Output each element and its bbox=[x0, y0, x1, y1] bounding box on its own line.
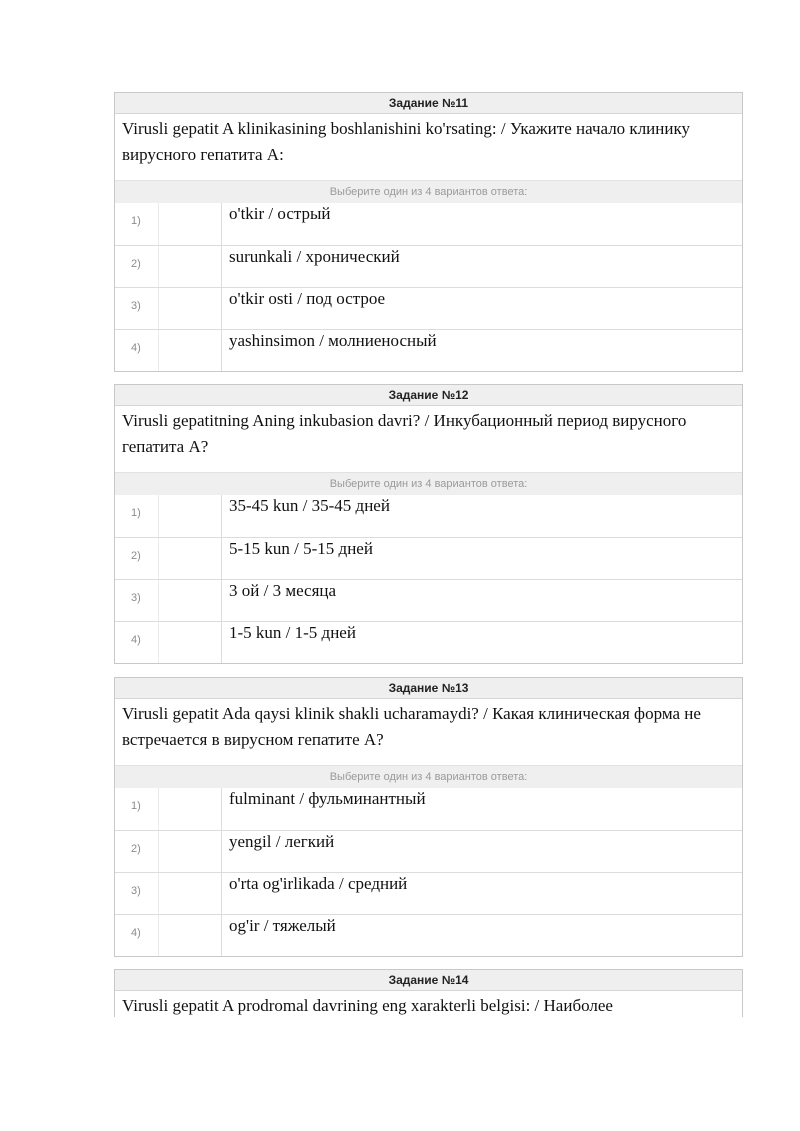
answer-option[interactable] bbox=[115, 788, 742, 830]
answer-option[interactable] bbox=[115, 872, 742, 914]
answer-text: 3 ой / 3 месяца bbox=[229, 581, 337, 600]
answer-text: og'ir / тяжелый bbox=[229, 916, 336, 935]
answer-marker[interactable] bbox=[158, 915, 222, 956]
answer-hint: Выберите один из 4 вариантов ответа: bbox=[115, 180, 742, 203]
question-text: Virusli gepatit A prodromal davrining eng xarakterli belgisi: / Наиболее bbox=[122, 996, 613, 1015]
answer-option[interactable] bbox=[115, 287, 742, 329]
answer-marker[interactable] bbox=[158, 788, 222, 830]
task-block bbox=[114, 969, 743, 1017]
answer-text: surunkali / хронический bbox=[229, 247, 400, 266]
task-header: Задание №14 bbox=[115, 970, 742, 991]
answer-marker[interactable] bbox=[158, 873, 222, 914]
answer-option[interactable] bbox=[115, 495, 742, 537]
answer-marker[interactable] bbox=[158, 288, 222, 329]
answer-marker[interactable] bbox=[158, 203, 222, 245]
answer-text: 5-15 kun / 5-15 дней bbox=[229, 539, 373, 558]
answer-text: yengil / легкий bbox=[229, 832, 335, 851]
task-header: Задание №11 bbox=[115, 93, 742, 114]
answer-list bbox=[115, 788, 742, 956]
answer-number: 2) bbox=[131, 258, 141, 270]
answer-marker[interactable] bbox=[158, 246, 222, 287]
answer-number: 1) bbox=[131, 215, 141, 227]
answer-number: 4) bbox=[131, 927, 141, 939]
answer-text: fulminant / фульминантный bbox=[229, 789, 426, 808]
answer-option[interactable] bbox=[115, 537, 742, 579]
answer-marker[interactable] bbox=[158, 495, 222, 537]
question-text: Virusli gepatit A klinikasining boshlanishini ko'rsating: / Укажите начало клинику вирусного гепатита A: bbox=[122, 119, 690, 164]
answer-text: o'rta og'irlikada / средний bbox=[229, 874, 408, 893]
answer-number: 3) bbox=[131, 885, 141, 897]
answer-list bbox=[115, 203, 742, 371]
answer-text: 1-5 kun / 1-5 дней bbox=[229, 623, 356, 642]
answer-text: 35-45 kun / 35-45 дней bbox=[229, 496, 390, 515]
task-block bbox=[114, 92, 743, 372]
answer-option[interactable] bbox=[115, 245, 742, 287]
task-header: Задание №13 bbox=[115, 678, 742, 699]
answer-option[interactable] bbox=[115, 579, 742, 621]
answer-number: 3) bbox=[131, 592, 141, 604]
task-block bbox=[114, 677, 743, 957]
question-text: Virusli gepatit Ada qaysi klinik shakli ucharamaydi? / Какая клиническая форма не встречается в вирусном гепатите A? bbox=[122, 704, 701, 749]
answer-number: 2) bbox=[131, 550, 141, 562]
answer-hint: Выберите один из 4 вариантов ответа: bbox=[115, 765, 742, 788]
answer-text: o'tkir osti / под острое bbox=[229, 289, 386, 308]
answer-option[interactable] bbox=[115, 329, 742, 371]
answer-number: 1) bbox=[131, 507, 141, 519]
answer-number: 1) bbox=[131, 800, 141, 812]
answer-number: 2) bbox=[131, 843, 141, 855]
answer-number: 4) bbox=[131, 342, 141, 354]
answer-number: 4) bbox=[131, 634, 141, 646]
task-block bbox=[114, 384, 743, 664]
answer-hint: Выберите один из 4 вариантов ответа: bbox=[115, 472, 742, 495]
answer-marker[interactable] bbox=[158, 580, 222, 621]
answer-number: 3) bbox=[131, 300, 141, 312]
answer-list bbox=[115, 495, 742, 663]
answer-marker[interactable] bbox=[158, 538, 222, 579]
answer-text: yashinsimon / молниеносный bbox=[229, 331, 437, 350]
answer-option[interactable] bbox=[115, 830, 742, 872]
answer-text: o'tkir / острый bbox=[229, 204, 331, 223]
answer-option[interactable] bbox=[115, 914, 742, 956]
task-header: Задание №12 bbox=[115, 385, 742, 406]
answer-option[interactable] bbox=[115, 621, 742, 663]
answer-option[interactable] bbox=[115, 203, 742, 245]
answer-marker[interactable] bbox=[158, 831, 222, 872]
answer-marker[interactable] bbox=[158, 330, 222, 371]
answer-marker[interactable] bbox=[158, 622, 222, 663]
question-text: Virusli gepatitning Aning inkubasion davri? / Инкубационный период вирусного гепатита A? bbox=[122, 411, 687, 456]
